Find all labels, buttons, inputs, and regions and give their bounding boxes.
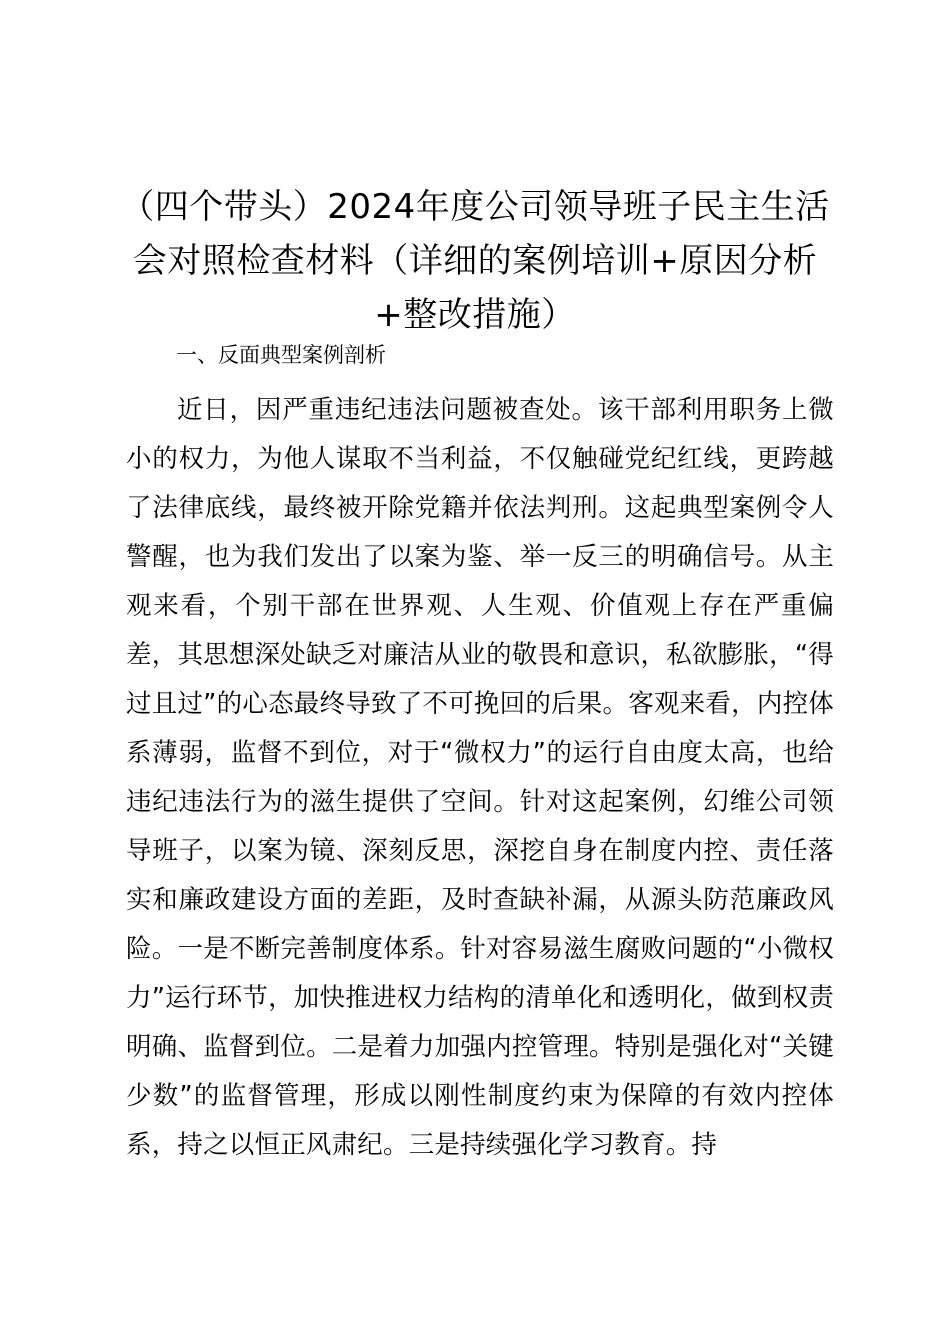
document-title: （四个带头）2024年度公司领导班子民主生活会对照检查材料（详细的案例培训+原因分析+整改措施） bbox=[120, 187, 830, 335]
body-paragraph: 近日，因严重违纪违法问题被查处。该干部利用职务上微小的权力，为他人谋取不当利益，不仅触碰党纪红线，更跨越了法律底线，最终被开除党籍并依法判刑。这起典型案例令人警醒，也为我们发出了以案为鉴、举一反三的明确信号。从主观来看，个别干部在世界观、人生观、价值观上存在严重偏差，其思想深处缺乏对廉洁从业的敬畏和意识，私欲膨胀，“得过且过”的心态最终导致了不可挽回的后果。客观来看，内控体系薄弱，监督不到位，对于“微权力”的运行自由度太高，也给违纪违法行为的滋生提供了空间。针对这起案例，幻维公司领导班子，以案为镜、深刻反思，深挖自身在制度内控、责任落实和廉政建设方面的差距，及时查缺补漏，从源头防范廉政风险。一是不断完善制度体系。针对容易滋生腐败问题的“小微权力”运行环节，加快推进权力结构的清单化和透明化，做到权责明确、监督到位。二是着力加强内控管理。特别是强化对“关键少数”的监督管理，形成以刚性制度约束为保障的有效内控体系，持之以恒正风肃纪。三是持续强化学习教育。持 bbox=[126, 395, 834, 1160]
section-heading: 一、反面典型案例剖析 bbox=[176, 343, 386, 367]
